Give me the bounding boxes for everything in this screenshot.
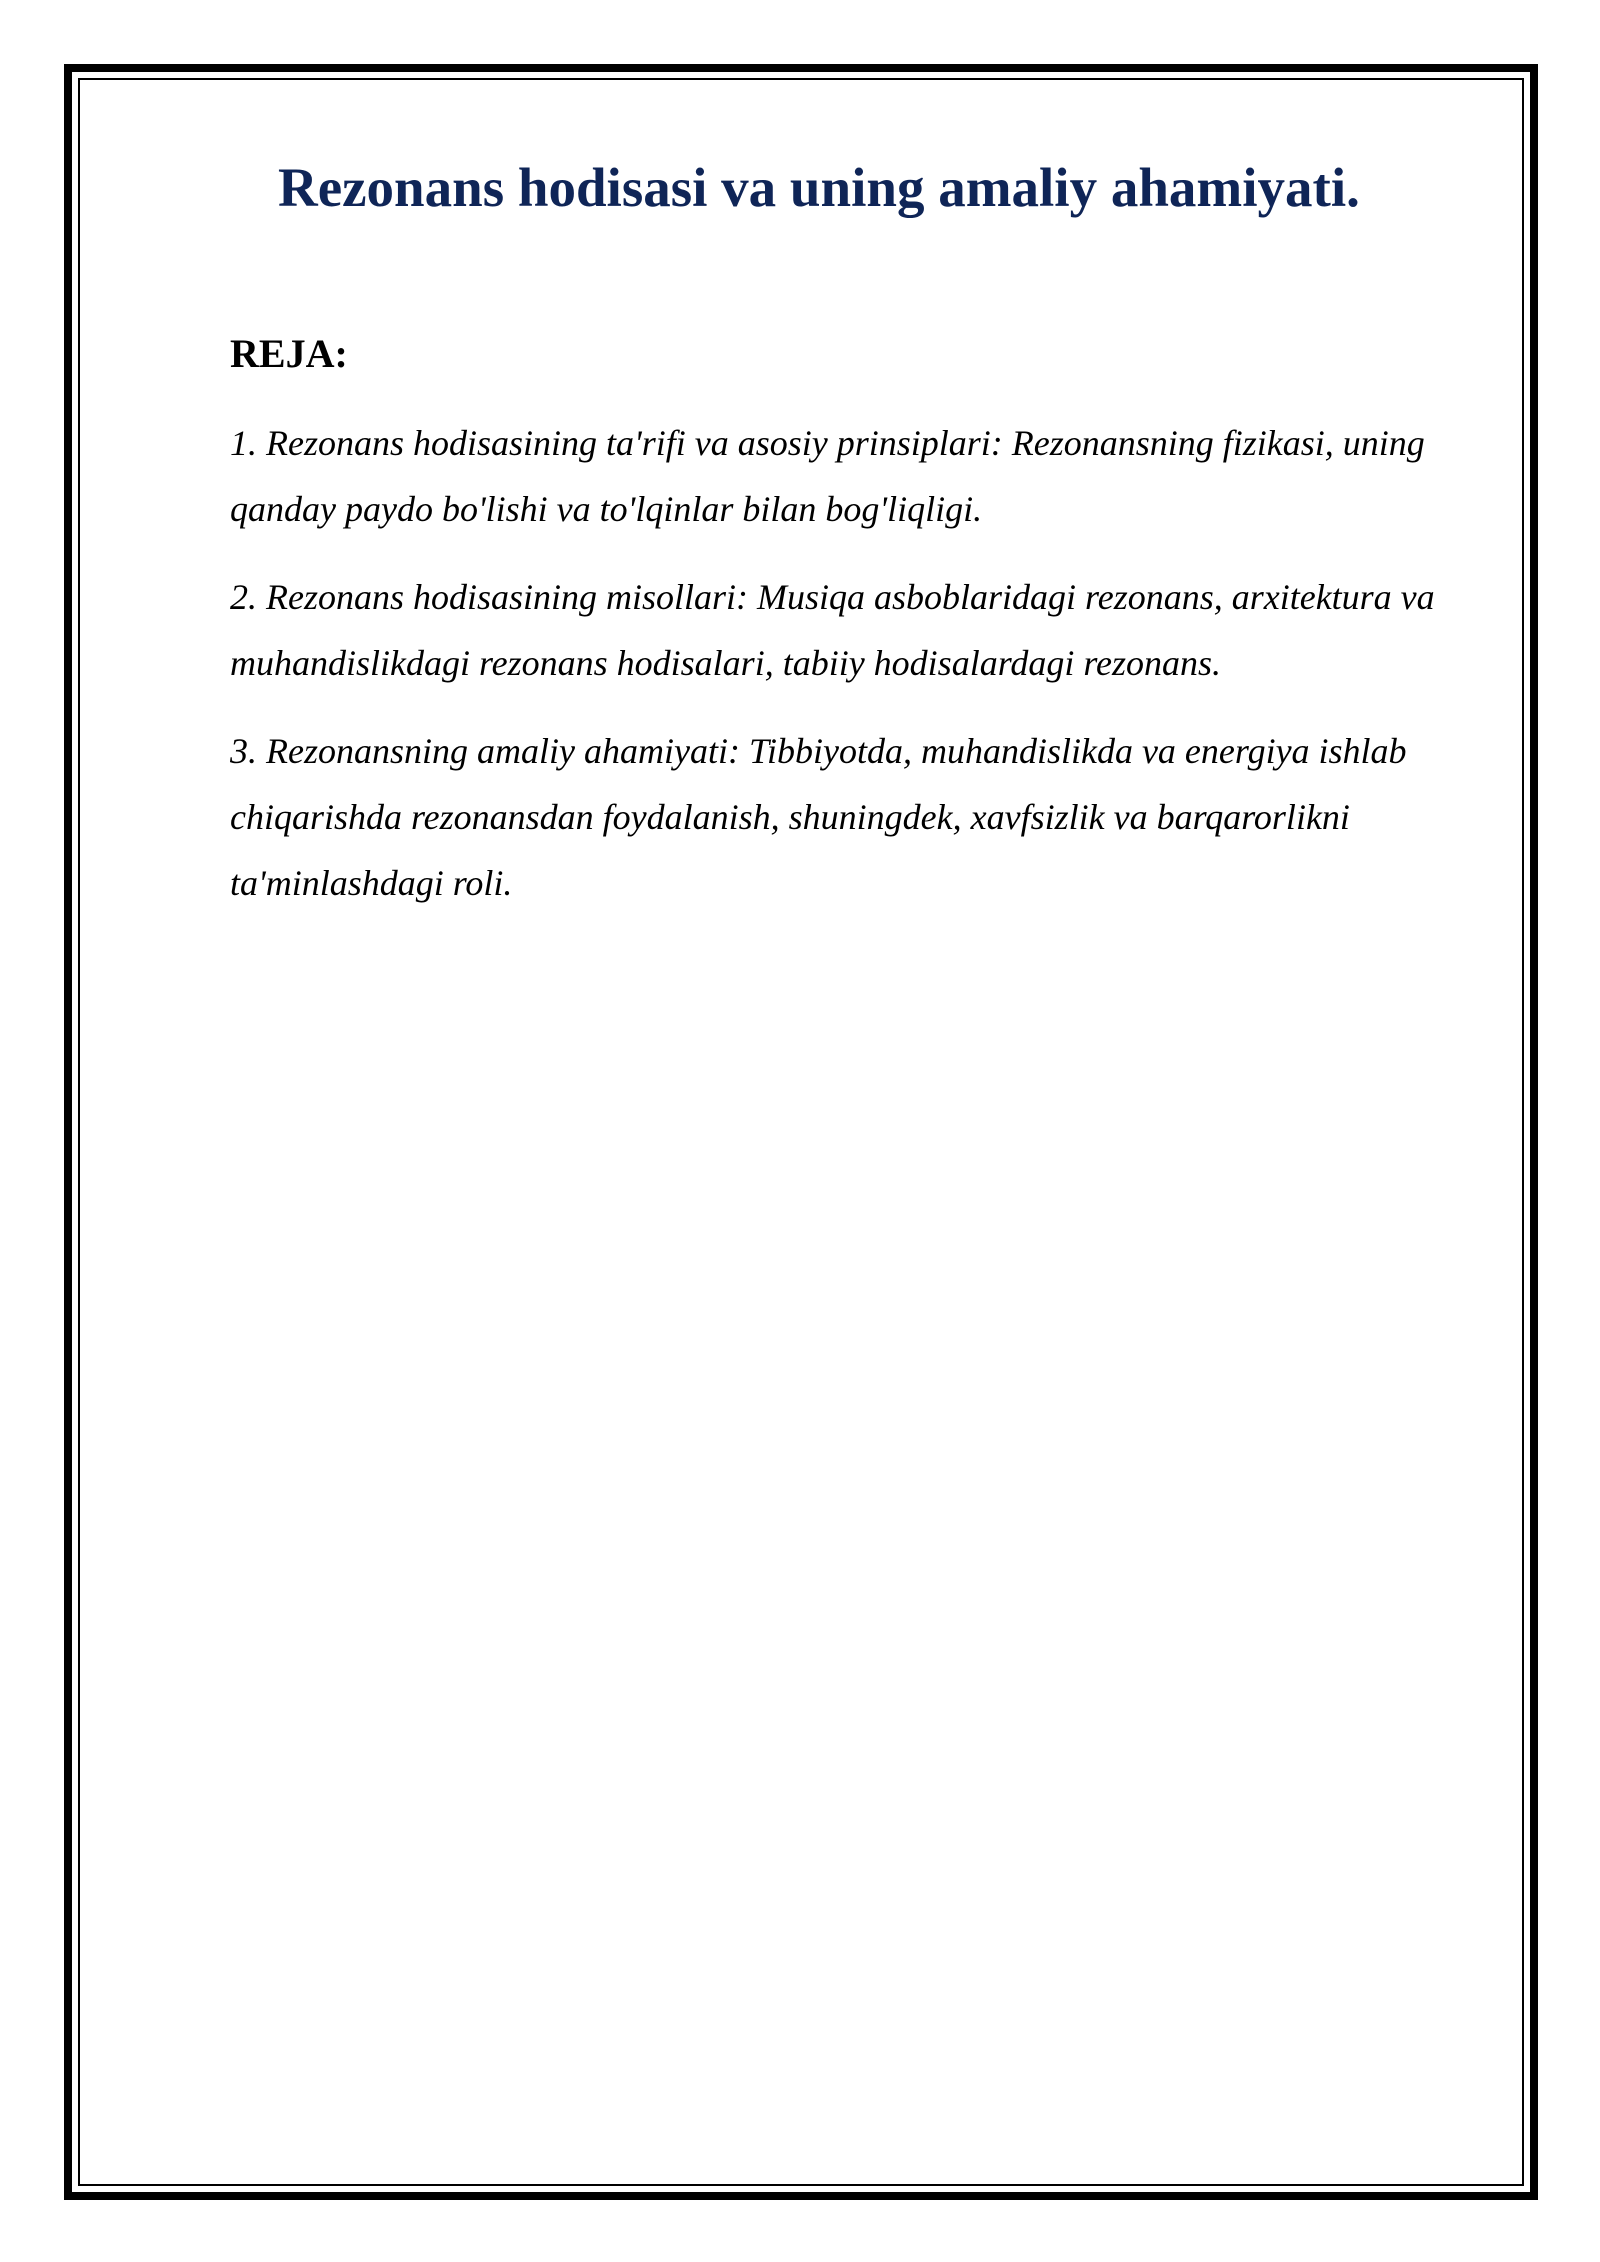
plan-item-1: 1. Rezonans hodisasining ta'rifi va asosiy prinsiplari: Rezonansning fizikasi, uning qanday paydo bo'lishi va to'lqinlar bilan bog'liqligi. [230, 423, 1425, 529]
plan-list [230, 410, 1490, 916]
document-body [230, 148, 1490, 938]
document-title: Rezonans hodisasi va uning amaliy ahamiyati. [278, 157, 1360, 218]
plan-heading: REJA: [230, 331, 348, 376]
plan-item-3: 3. Rezonansning amaliy ahamiyati: Tibbiyotda, muhandislikda va energiya ishlab chiqarishda rezonansdan foydalanish, shuningdek, xavfsizlik va barqarorlikni ta'minlashdagi roli. [230, 731, 1407, 903]
plan-item-2: 2. Rezonans hodisasining misollari: Musiqa asboblaridagi rezonans, arxitektura va muhandislikdagi rezonans hodisalari, tabiiy hodisalardagi rezonans. [230, 577, 1435, 683]
